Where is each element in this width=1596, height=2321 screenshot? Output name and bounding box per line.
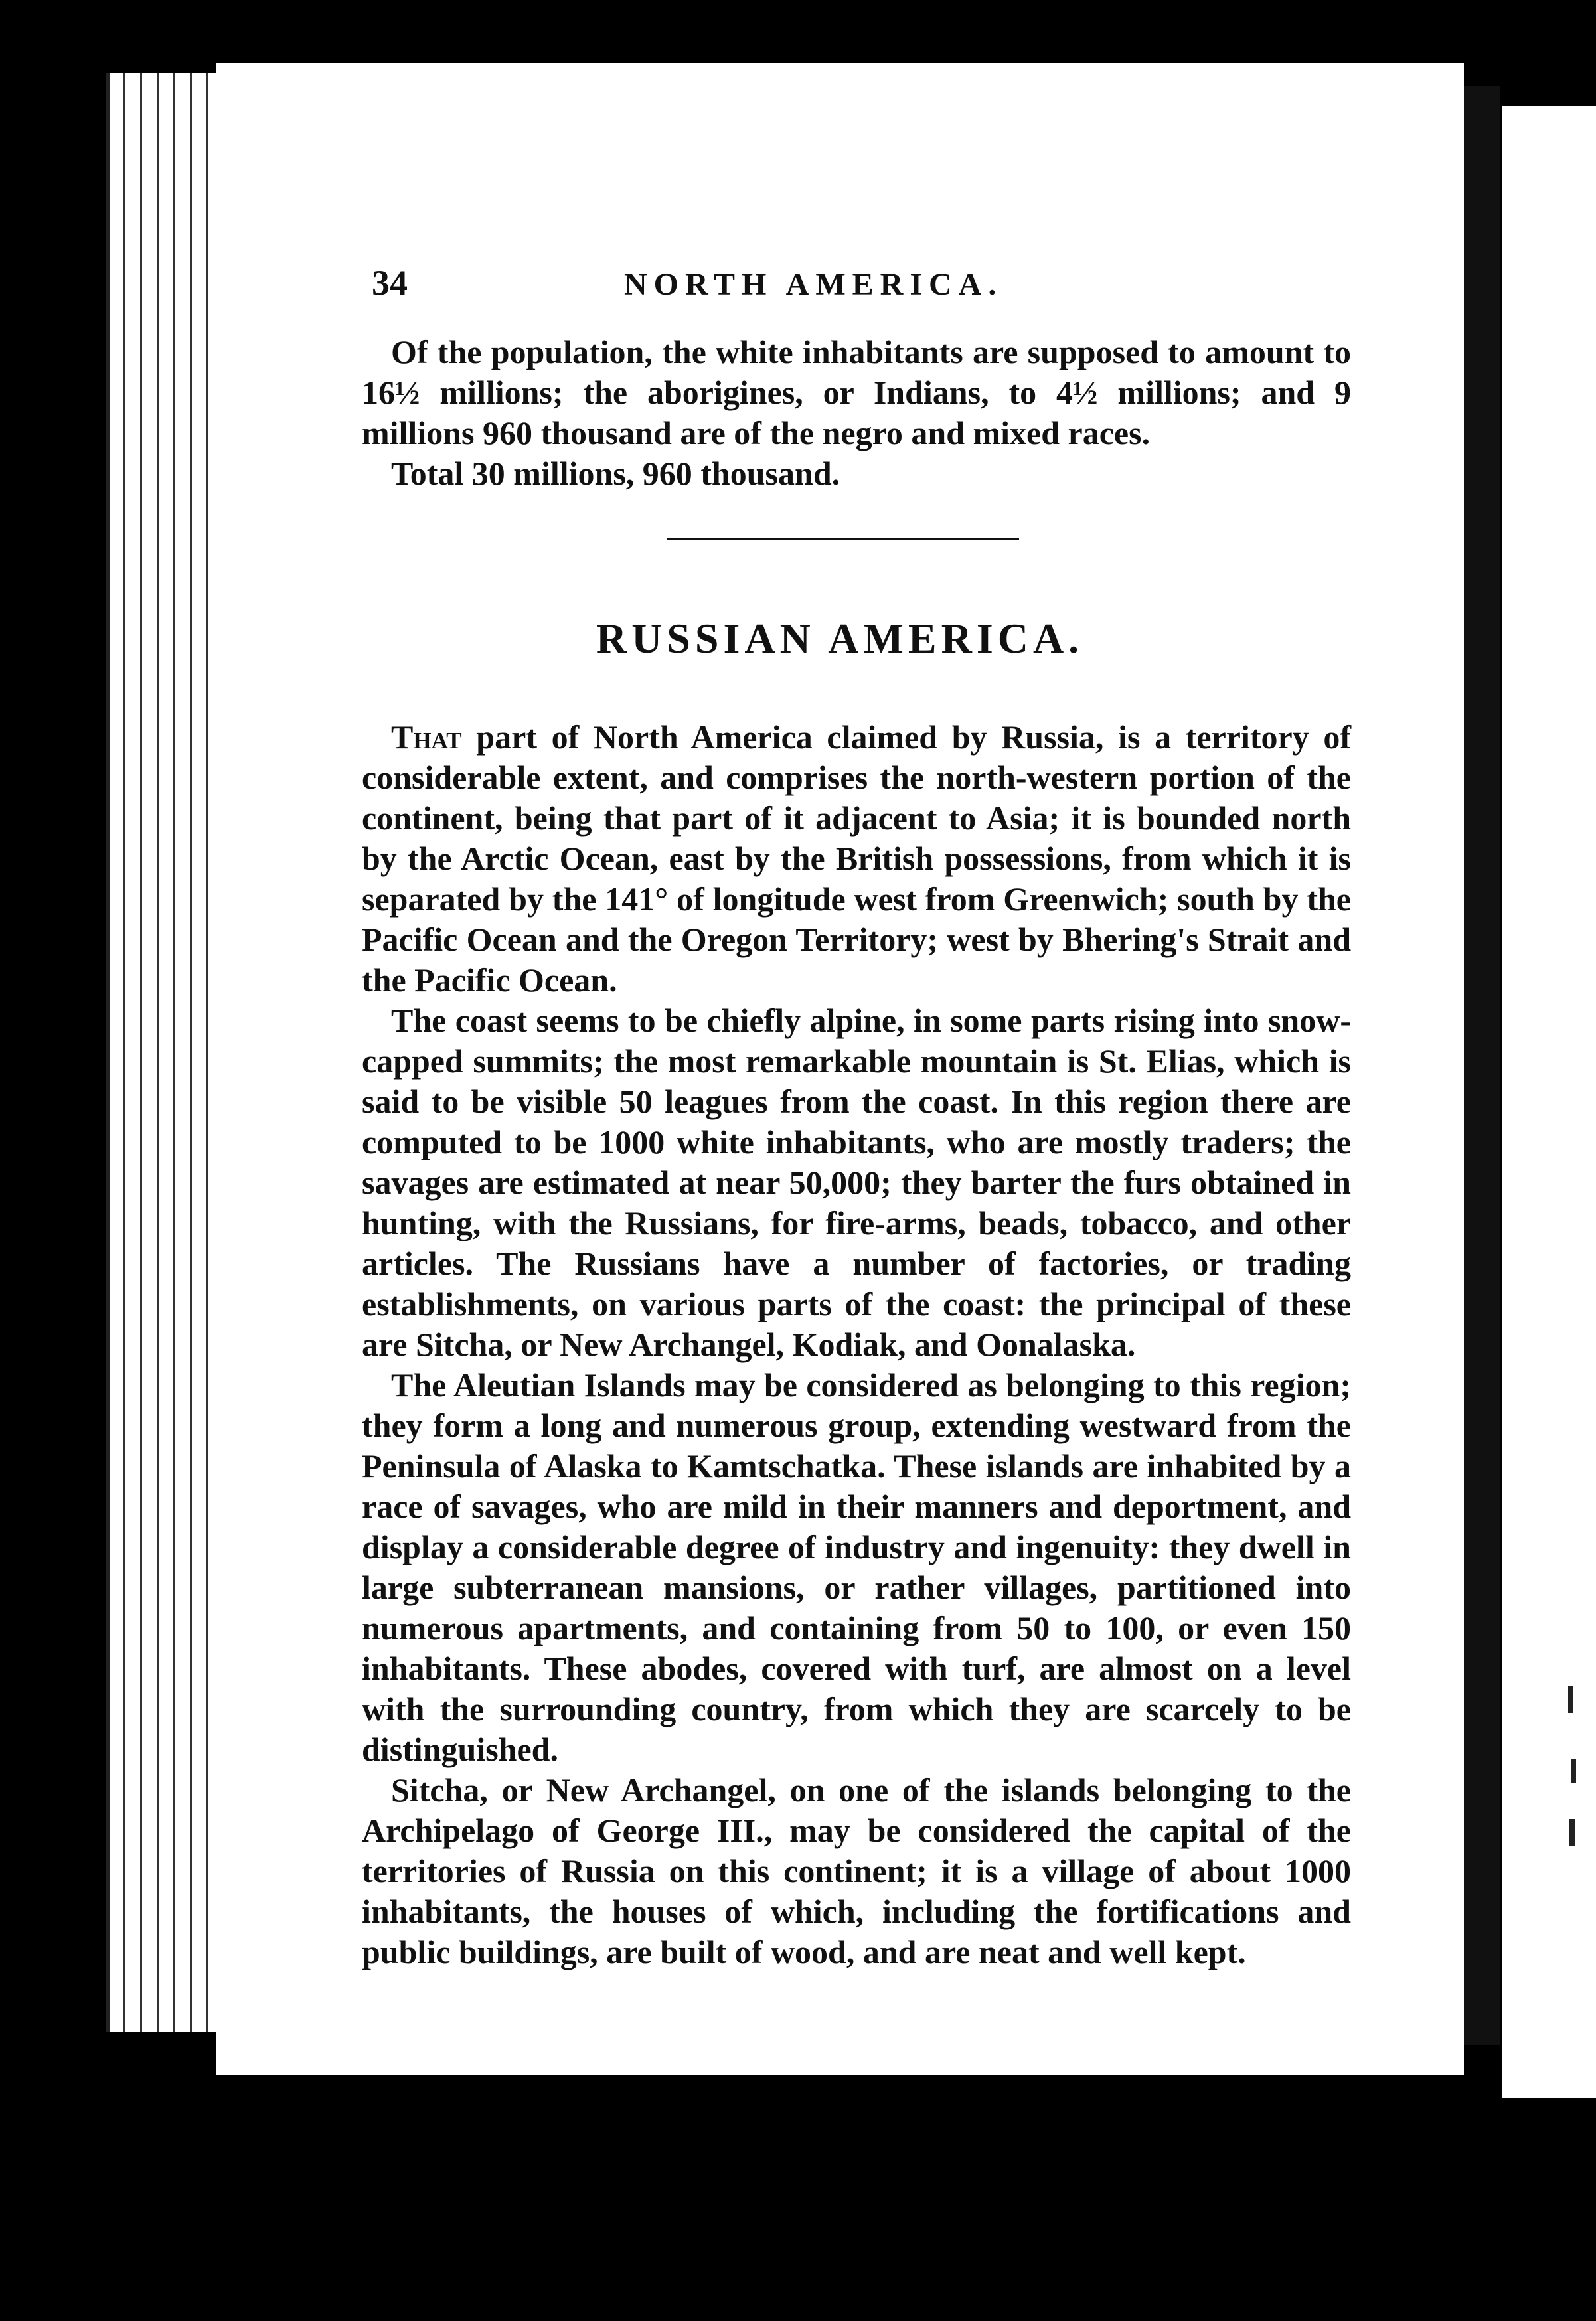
body-paragraph: The Aleutian Islands may be considered as belonging to this region; they form a long and numerous group, extending westward from the Peninsula of Alaska to Kamtschatka. These islands are inhabited by a race of savages, who are mild in their manners and deportment, and display a considerable degree of industry and ingenuity: they dwell in large subterranean mansions, or rather villages, partitioned into numerous apartments, and containing from 50 to 100, or even 150 inhabitants. These abodes, covered with turf, are almost on a level with the surrounding country, from which they are scarcely to be distinguished.: [362, 1366, 1351, 1768]
running-head: NORTH AMERICA.: [624, 267, 1003, 302]
body-paragraph: Sitcha, or New Archangel, on one of the islands belonging to the Archipelago of George III., may be considered the capital of the territories of Russia on this continent; it is a village of about 1000 inhabitants, the houses of which, including the fortifications and public buildings, are built of wood, and are neat and well kept.: [362, 1771, 1351, 1970]
page-header: [372, 262, 1341, 322]
gutter-shadow: [1464, 86, 1500, 2045]
body-paragraph: The coast seems to be chiefly alpine, in some parts rising into snow-capped summits; the most remarkable mountain is St. Elias, which is said to be visible 50 leagues from the coast. In this region there are computed to be 1000 white inhabitants, who are mostly traders; the savages are estimated at near 50,000; they barter the furs obtained in hunting, with the Russians, for fire-arms, beads, tobacco, and other articles. The Russians have a number of factories, or trading establishments, on various parts of the coast: the principal of these are Sitcha, or New Archangel, Kodiak, and Oonalaska.: [362, 1002, 1351, 1363]
intro-paragraph: Total 30 millions, 960 thousand.: [391, 455, 840, 492]
facing-page-edge: [1502, 106, 1596, 2098]
page-number: 34: [372, 263, 408, 303]
intro-text: [362, 332, 1351, 494]
page-stack-edge: [106, 73, 230, 2032]
section-divider: [667, 538, 1019, 540]
section-title: RUSSIAN AMERICA.: [596, 615, 1084, 662]
body-paragraph: [362, 717, 1351, 1000]
section-body: [362, 717, 1351, 1972]
first-word: That: [391, 718, 462, 756]
intro-paragraph: Of the population, the white inhabitants are supposed to amount to 16½ millions; the aborigines, or Indians, to 4½ millions; and 9 millions 960 thousand are of the negro and mixed races.: [362, 333, 1351, 451]
book-page: [216, 63, 1464, 2075]
first-paragraph-text: part of North America claimed by Russia, is a territory of considerable extent, and comprises the north-western portion of the continent, being that part of it adjacent to Asia; it is bounded north by the Arctic Ocean, east by the British possessions, from which it is separated by the 141° of longitude west from Greenwich; south by the Pacific Ocean and the Oregon Territory; west by Bhering's Strait and the Pacific Ocean.: [362, 718, 1351, 999]
